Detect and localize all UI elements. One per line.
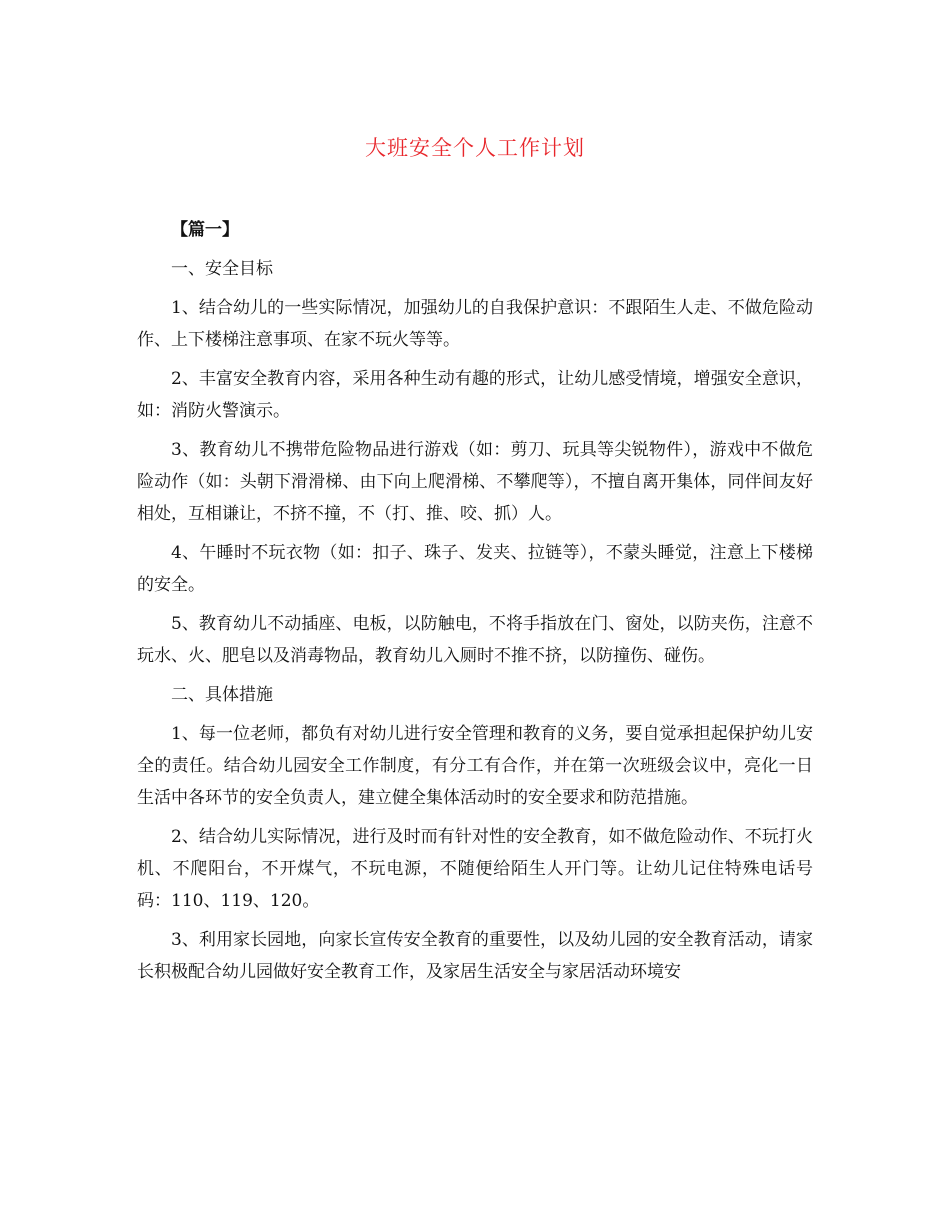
paragraph-goal-5: 5、教育幼儿不动插座、电板，以防触电，不将手指放在门、窗处，以防夹伤，注意不玩水、火、肥皂以及消毒物品，教育幼儿入厕时不推不挤，以防撞伤、碰伤。 — [137, 614, 813, 666]
section-label: 【篇一】 — [171, 220, 239, 240]
paragraph-goal-1: 1、结合幼儿的一些实际情况，加强幼儿的自我保护意识：不跟陌生人走、不做危险动作、上下楼梯注意事项、在家不玩火等等。 — [137, 298, 813, 350]
heading-safety-goals: 一、安全目标 — [171, 259, 273, 279]
paragraph-goal-4: 4、午睡时不玩衣物（如：扣子、珠子、发夹、拉链等），不蒙头睡觉，注意上下楼梯的安全。 — [137, 543, 813, 595]
paragraph-measure-2: 2、结合幼儿实际情况，进行及时而有针对性的安全教育，如不做危险动作、不玩打火机、不爬阳台，不开煤气，不玩电源，不随便给陌生人开门等。让幼儿记住特殊电话号码：110、119、120。 — [137, 827, 813, 911]
paragraph-measure-1: 1、每一位老师，都负有对幼儿进行安全管理和教育的义务，要自觉承担起保护幼儿安全的责任。结合幼儿园安全工作制度，有分工有合作，并在第一次班级会议中，亮化一日生活中各环节的安全负责人，建立健全集体活动时的安全要求和防范措施。 — [137, 724, 813, 808]
paragraph-goal-2: 2、丰富安全教育内容，采用各种生动有趣的形式，让幼儿感受情境，增强安全意识，如：消防火警演示。 — [137, 369, 813, 421]
heading-specific-measures: 二、具体措施 — [171, 685, 273, 705]
paragraph-measure-3: 3、利用家长园地，向家长宣传安全教育的重要性，以及幼儿园的安全教育活动，请家长积极配合幼儿园做好安全教育工作，及家居生活安全与家居活动环境安 — [137, 930, 813, 982]
document-body — [137, 214, 813, 995]
document-title: 大班安全个人工作计划 — [365, 136, 585, 160]
paragraph-goal-3: 3、教育幼儿不携带危险物品进行游戏（如：剪刀、玩具等尖锐物件），游戏中不做危险动作（如：头朝下滑滑梯、由下向上爬滑梯、不攀爬等），不擅自离开集体，同伴间友好相处，互相谦让，不挤不撞，不（打、推、咬、抓）人。 — [137, 440, 813, 524]
